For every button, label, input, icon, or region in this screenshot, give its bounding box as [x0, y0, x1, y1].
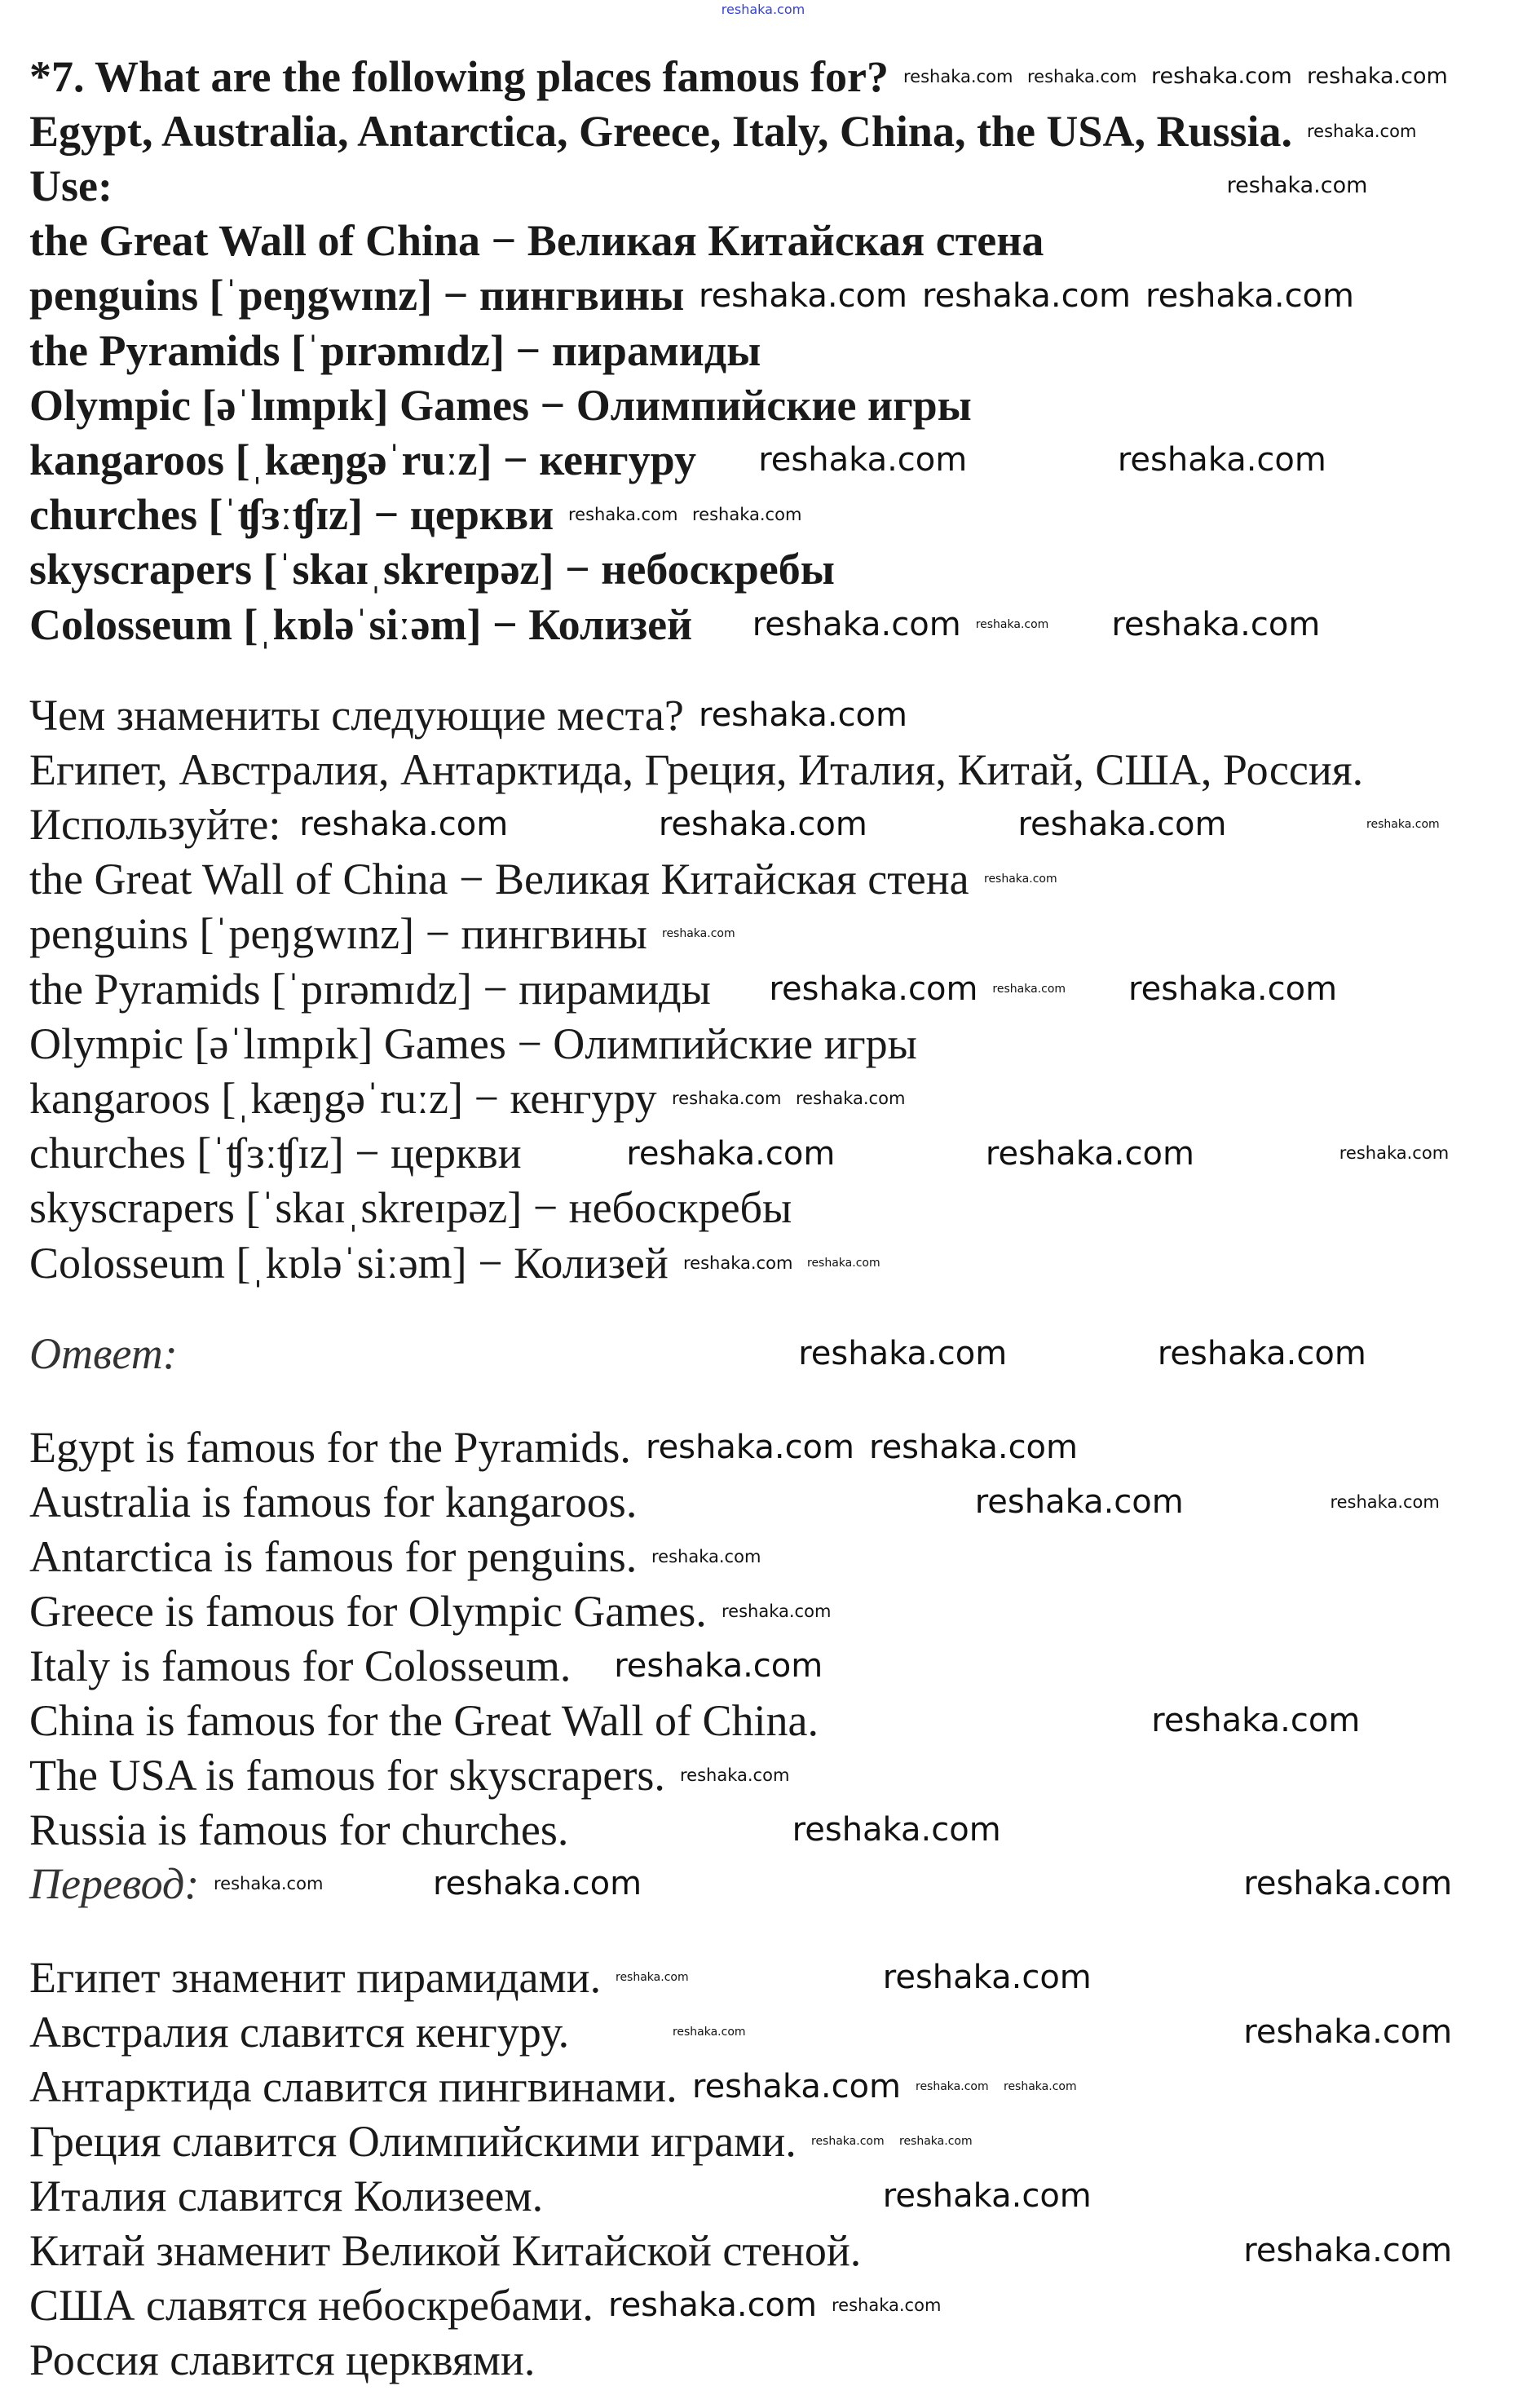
watermark: reshaka.com — [658, 806, 867, 844]
translation-line: Антарктида славится пингвинами. — [29, 2061, 677, 2111]
translation-vocab-item: penguins [ˈpeŋgwɪnz] − пингвины — [29, 909, 647, 959]
watermark: reshaka.com — [1004, 2079, 1077, 2093]
watermark: reshaka.com — [1243, 2013, 1453, 2051]
watermark: reshaka.com — [899, 2134, 973, 2148]
watermark: reshaka.com — [433, 1865, 642, 1902]
watermark: reshaka.com — [769, 970, 978, 1008]
watermark: reshaka.com — [699, 276, 907, 315]
vocab-item: penguins [ˈpeŋgwɪnz] − пингвины — [29, 271, 685, 320]
translation-vocab-item: the Great Wall of China − Великая Китайская стена — [29, 855, 969, 904]
watermark: reshaka.com — [869, 1429, 1078, 1466]
watermark: reshaka.com — [985, 1134, 1194, 1173]
watermark: reshaka.com — [992, 982, 1066, 996]
watermark: reshaka.com — [214, 1873, 324, 1893]
translation-task-title: Чем знамениты следующие места? — [29, 690, 684, 740]
vocab-item: churches [ˈʧɜːʧɪz] − церкви — [29, 490, 554, 540]
watermark: reshaka.com — [608, 2286, 817, 2324]
translation-vocab-item: skyscrapers [ˈskaɪˌskreɪpəz] − небоскребы — [29, 1183, 792, 1233]
watermark: reshaka.com — [811, 2134, 885, 2148]
watermark: reshaka.com — [916, 2079, 989, 2093]
watermark: reshaka.com — [568, 505, 678, 525]
translation-vocab-item: Colosseum [ˌkɒləˈsiːəm] − Колизей — [29, 1238, 669, 1288]
translation-line: США славятся небоскребами. — [29, 2280, 594, 2330]
task-title: *7. What are the following places famous for? — [29, 51, 889, 101]
answer-line: Antarctica is famous for penguins. — [29, 1531, 638, 1581]
translation-line: Россия славится церквями. — [29, 2335, 536, 2384]
watermark: reshaka.com — [722, 1601, 832, 1621]
watermark: reshaka.com — [692, 505, 802, 525]
watermark: reshaka.com — [672, 1088, 782, 1108]
vocab-item: Colosseum [ˌkɒləˈsiːəm] − Колизей — [29, 599, 693, 649]
translation-line: Греция славится Олимпийскими играми. — [29, 2116, 797, 2166]
watermark: reshaka.com — [882, 1959, 1092, 1996]
watermark: reshaka.com — [626, 1134, 836, 1173]
watermark: reshaka.com — [672, 2025, 746, 2039]
answer-line: The USA is famous for skyscrapers. — [29, 1750, 665, 1800]
watermark: reshaka.com — [692, 2068, 901, 2105]
translation-line: Китай знаменит Великой Китайской стеной. — [29, 2225, 862, 2275]
watermark: reshaka.com — [974, 1483, 1184, 1521]
answer-line: Greece is famous for Olympic Games. — [29, 1586, 707, 1636]
watermark: reshaka.com — [1111, 606, 1321, 643]
watermark: reshaka.com — [1157, 1335, 1366, 1372]
watermark: reshaka.com — [832, 2295, 942, 2315]
watermark: reshaka.com — [680, 1765, 790, 1785]
watermark: reshaka.com — [1128, 970, 1338, 1008]
watermark: reshaka.com — [699, 696, 907, 734]
translation-task-use-label: Используйте: — [29, 799, 281, 849]
watermark: reshaka.com — [1027, 66, 1137, 86]
vocab-item: the Great Wall of China − Великая Китайская стена — [29, 216, 1044, 266]
vocab-item: kangaroos [ˌkæŋgəˈruːz] − кенгуру — [29, 435, 696, 484]
answer-heading: Ответ: — [29, 1328, 178, 1378]
watermark: reshaka.com — [1366, 817, 1440, 831]
answer-line: Russia is famous for churches. — [29, 1805, 569, 1854]
translation-heading: Перевод: — [29, 1858, 200, 1908]
watermark: reshaka.com — [1307, 121, 1417, 141]
watermark: reshaka.com — [798, 1335, 1008, 1372]
watermark: reshaka.com — [1151, 64, 1292, 89]
vocab-item: skyscrapers [ˈskaɪˌskreɪpəz] − небоскребы — [29, 545, 835, 594]
watermark: reshaka.com — [1226, 173, 1368, 199]
translation-vocab-item: kangaroos [ˌkæŋgəˈruːz] − кенгуру — [29, 1073, 657, 1123]
watermark: reshaka.com — [1151, 1702, 1361, 1739]
watermark: reshaka.com — [646, 1429, 854, 1466]
watermark: reshaka.com — [796, 1088, 906, 1108]
watermark: reshaka.com — [807, 1256, 880, 1270]
translation-task-countries: Египет, Австралия, Антарктида, Греция, Италия, Китай, США, Россия. — [29, 744, 1364, 794]
task-countries: Egypt, Australia, Antarctica, Greece, Italy, China, the USA, Russia. — [29, 106, 1293, 156]
watermark: reshaka.com — [922, 276, 1131, 315]
watermark: reshaka.com — [1330, 1491, 1440, 1512]
translation-vocab-item: the Pyramids [ˈpɪrəmɪdz] − пирамиды — [29, 964, 711, 1014]
watermark: reshaka.com — [1145, 276, 1354, 315]
top-watermark: reshaka.com — [721, 2, 805, 17]
watermark: reshaka.com — [984, 873, 1057, 886]
watermark: reshaka.com — [792, 1811, 1001, 1849]
watermark: reshaka.com — [975, 617, 1049, 631]
watermark: reshaka.com — [903, 66, 1013, 86]
watermark: reshaka.com — [1307, 64, 1448, 89]
watermark: reshaka.com — [1017, 806, 1227, 844]
watermark: reshaka.com — [299, 806, 509, 844]
watermark: reshaka.com — [683, 1253, 793, 1273]
watermark: reshaka.com — [616, 1970, 689, 1984]
vocab-item: the Pyramids [ˈpɪrəmɪdz] − пирамиды — [29, 325, 761, 375]
watermark: reshaka.com — [1117, 441, 1326, 479]
watermark: reshaka.com — [614, 1647, 823, 1685]
translation-vocab-item: churches [ˈʧɜːʧɪz] − церкви — [29, 1129, 522, 1178]
answer-line: Italy is famous for Colosseum. — [29, 1641, 572, 1690]
watermark: reshaka.com — [882, 2177, 1092, 2215]
translation-vocab-item: Olympic [əˈlɪmpɪk] Games − Олимпийские игры — [29, 1018, 917, 1068]
watermark: reshaka.com — [752, 606, 961, 643]
translation-line: Египет знаменит пирамидами. — [29, 1952, 602, 2002]
task-use-label: Use: — [29, 161, 113, 210]
watermark: reshaka.com — [662, 927, 735, 941]
watermark: reshaka.com — [758, 441, 968, 479]
watermark: reshaka.com — [1243, 2232, 1453, 2269]
watermark: reshaka.com — [651, 1546, 761, 1566]
translation-line: Италия славится Колизеем. — [29, 2171, 544, 2220]
watermark: reshaka.com — [1339, 1143, 1450, 1164]
translation-line: Австралия славится кенгуру. — [29, 2007, 570, 2057]
answer-line: Australia is famous for kangaroos. — [29, 1477, 638, 1527]
answer-line: China is famous for the Great Wall of China. — [29, 1695, 819, 1745]
watermark: reshaka.com — [1243, 1865, 1453, 1902]
answer-line: Egypt is famous for the Pyramids. — [29, 1422, 631, 1472]
vocab-item: Olympic [əˈlɪmpɪk] Games − Олимпийские игры — [29, 380, 972, 430]
